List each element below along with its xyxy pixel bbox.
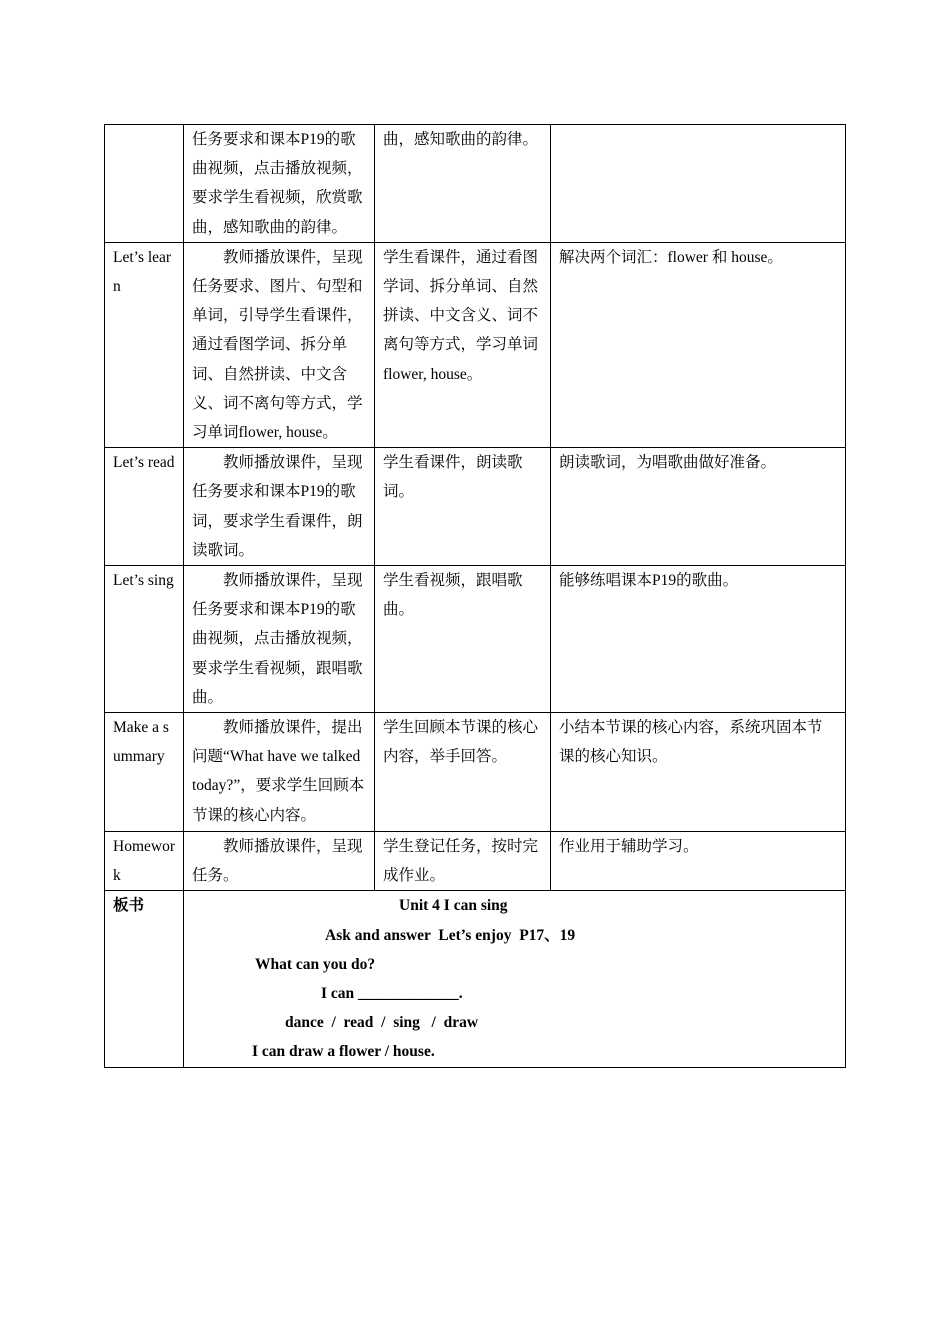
- teacher-activity-cell: 任务要求和课本P19的歌曲视频，点击播放视频，要求学生看视频，欣赏歌曲，感知歌曲的韵律。: [184, 125, 375, 243]
- stage-cell: Let’s sing: [105, 566, 184, 713]
- teacher-activity-cell: 教师播放课件，呈现任务要求和课本P19的歌曲视频，点击播放视频，要求学生看视频，跟唱歌曲。: [184, 566, 375, 713]
- board-row: [105, 891, 846, 1067]
- stage-cell: Homework: [105, 832, 184, 891]
- board-line: I can draw a flower / house.: [252, 1043, 435, 1061]
- board-content: [184, 891, 846, 1067]
- teacher-activity-cell: 教师播放课件，提出问题“What have we talked today?”，要求学生回顾本节课的核心内容。: [184, 713, 375, 832]
- stage-cell: [105, 125, 184, 243]
- stage-cell: Make a summary: [105, 713, 184, 832]
- purpose-cell: 解决两个词汇：flower 和 house。: [551, 242, 846, 447]
- table-row: [105, 832, 846, 891]
- board-line: I can _____________.: [321, 985, 463, 1003]
- stage-cell: Let’s read: [105, 448, 184, 566]
- teacher-activity-cell: 教师播放课件，呈现任务要求和课本P19的歌词，要求学生看课件，朗读歌词。: [184, 448, 375, 566]
- student-activity-cell: 学生看课件，通过看图学词、拆分单词、自然拼读、中文含义、词不离句等方式，学习单词flower, house。: [375, 242, 551, 447]
- teacher-activity-cell: 教师播放课件，呈现任务要求、图片、句型和单词，引导学生看课件，通过看图学词、拆分单词、自然拼读、中文含义、词不离句等方式，学习单词flower, house。: [184, 242, 375, 447]
- table-row: [105, 125, 846, 243]
- student-activity-cell: 学生看课件，朗读歌词。: [375, 448, 551, 566]
- purpose-cell: [551, 125, 846, 243]
- purpose-cell: 小结本节课的核心内容，系统巩固本节课的核心知识。: [551, 713, 846, 832]
- table-row: [105, 713, 846, 832]
- board-line: What can you do?: [255, 955, 376, 973]
- student-activity-cell: 学生看视频，跟唱歌曲。: [375, 566, 551, 713]
- teacher-activity-cell: 教师播放课件，呈现任务。: [184, 832, 375, 891]
- purpose-cell: 能够练唱课本P19的歌曲。: [551, 566, 846, 713]
- table-row: [105, 448, 846, 566]
- table-row: [105, 242, 846, 447]
- board-label: 板书: [105, 891, 184, 1067]
- lesson-plan-table: [104, 124, 846, 1068]
- student-activity-cell: 学生登记任务，按时完成作业。: [375, 832, 551, 891]
- table-row: [105, 566, 846, 713]
- student-activity-cell: 学生回顾本节课的核心内容，举手回答。: [375, 713, 551, 832]
- board-line: dance / read / sing / draw: [285, 1014, 479, 1032]
- board-line: Unit 4 I can sing: [399, 897, 508, 915]
- purpose-cell: 朗读歌词，为唱歌曲做好准备。: [551, 448, 846, 566]
- board-line: Ask and answer Let’s enjoy P17、19: [325, 926, 576, 944]
- purpose-cell: 作业用于辅助学习。: [551, 832, 846, 891]
- stage-cell: Let’s learn: [105, 242, 184, 447]
- student-activity-cell: 曲，感知歌曲的韵律。: [375, 125, 551, 243]
